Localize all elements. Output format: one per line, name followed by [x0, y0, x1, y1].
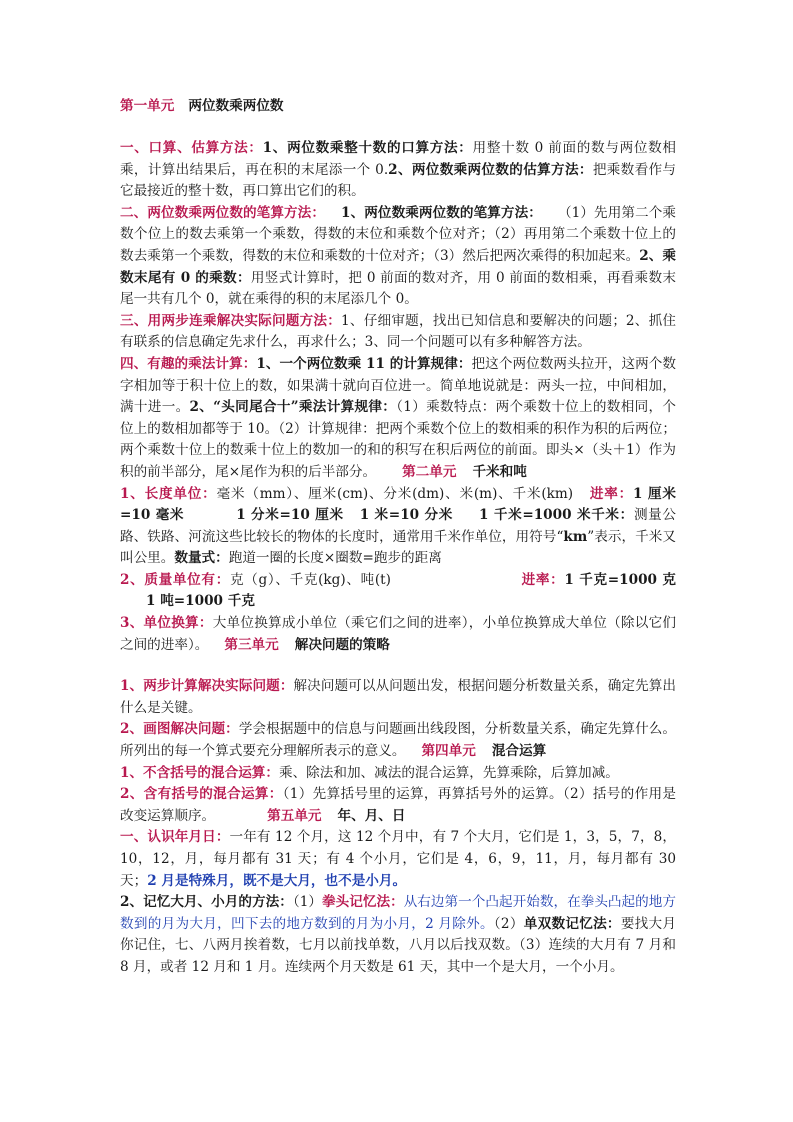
- text-kilometer-alias: ”表示，千米又叫公里。: [120, 528, 677, 567]
- heading-mass-rate: 进率：: [520, 571, 565, 588]
- heading-oral-estimation: 一、口算、估算方法：: [120, 140, 263, 156]
- text-estimation: 把乘数看作与它最接近的整十数，再口算出它们的积。: [120, 161, 676, 200]
- rate-dm-cm: 1 分米=10 厘米: [236, 507, 344, 524]
- subheading-head-same-tail-ten: 2、“头同尾合十”乘法计算规律：: [189, 399, 397, 416]
- text-memory-2: （2）: [493, 915, 524, 932]
- rate-kg-g: 1 千克=1000 克: [564, 571, 676, 588]
- heading-memory-methods: 2、记忆大月、小月的方法：: [120, 894, 293, 911]
- text-no-brackets: 乘、除法和加、减法的混合运算，先算乘除，后算加减。: [279, 764, 619, 781]
- heading-with-brackets: 2、含有括号的混合运算：: [120, 786, 283, 803]
- rate-m-dm: 1 米=10 分米: [359, 507, 453, 524]
- paragraph-memory-methods: [120, 892, 676, 978]
- text-quantity-formula: 跑道一圈的长度×圈数=跑步的距离: [228, 550, 442, 567]
- text-memory-1: （1）: [292, 894, 322, 911]
- text-february-special: 2 月是特殊月，既不是大月，也不是小月。: [147, 872, 407, 889]
- text-fist-method: 从右边第一个凸起开始数，在拳头凸起的地方数到的月为大月，凹下去的地方数到的月为小月，2 月除外。: [120, 894, 676, 932]
- text-trailing-zero: 用竖式计算时，把 0 前面的数对齐，用 0 前面的数相乘，再看乘数末尾一共有几个 0，就在乘得的积的末尾添几个 0。: [120, 269, 676, 308]
- subheading-integer-tens: 1、两位数乘整十数的口算方法：: [262, 140, 473, 156]
- unit-five-name: 年、月、日: [337, 807, 406, 824]
- text-odd-even-method: 要找大月你记住，七、八两月挨着数，七月以前找单数，八月以后找双数。（3）连续的大月有 7 月和 8 月，或者 12 月和 1 月。连续两个月天数是 61 天，其中一个是大月，一个小月。: [120, 915, 677, 975]
- paragraph-two-step: [120, 311, 676, 354]
- subheading-fist-method: 拳头记忆法：: [321, 894, 404, 911]
- unit-two-label: 第二单元: [402, 463, 457, 480]
- document-content: [120, 96, 676, 979]
- paragraph-year-month-day: [120, 827, 676, 892]
- unit-three-label: 第三单元: [224, 636, 279, 653]
- text-kilometer: 测量公路、铁路、河流这些比较长的物体的长度时，通常用千米作单位，用符号“: [120, 507, 677, 545]
- paragraph-length-units: [120, 484, 676, 570]
- subheading-kilometer: 千米：: [591, 507, 634, 524]
- subheading-estimation: 2、两位数乘两位数的估算方法：: [388, 161, 593, 178]
- unit-one-name: 两位数乘两位数: [188, 98, 284, 114]
- unit-one-label: 第一单元: [120, 98, 175, 114]
- rate-t-kg: 1 吨=1000 千克: [146, 593, 255, 610]
- unit-three-name: 解决问题的策略: [294, 636, 390, 653]
- unit-two-name: 千米和吨: [472, 463, 527, 480]
- text-drawing: 学会根据题中的信息与问题画出线段图，分析数量关系，确定先算什么。所列出的每一个算式要充分理解所表示的意义。: [120, 721, 676, 760]
- paragraph-drawing: [120, 719, 676, 762]
- text-unit-conversion: 大单位换算成小单位（乘它们之间的进率），小单位换算成大单位（除以它们之间的进率）。: [120, 615, 676, 653]
- heading-unit-conversion: 3、单位换算：: [120, 615, 213, 632]
- text-two-step: 1、仔细审题，找出已知信息和要解决的问题；2、抓住有联系的信息确定先求什么，再求什么；3、同一个问题可以有多种解答方法。: [120, 312, 677, 351]
- paragraph-two-step-calc: [120, 676, 676, 719]
- heading-interesting-multiplication: 四、有趣的乘法计算：: [120, 355, 257, 372]
- paragraph-written-method: [120, 203, 676, 311]
- rate-km-m: 1 千米=1000 米: [479, 507, 592, 524]
- text-times-eleven: 把这个两位数两头拉开，这两个数字相加等于积十位上的数，如果满十就向百位进一。简单地说就是：两头一拉，中间相加，满十进一。: [120, 355, 677, 416]
- unit-five-label: 第五单元: [267, 807, 322, 824]
- subheading-times-eleven: 1、一个两位数乘 11 的计算规律：: [256, 355, 472, 372]
- paragraph-mass-units: [120, 570, 676, 613]
- paragraph-unit-conversion: [120, 613, 676, 656]
- heading-drawing: 2、画图解决问题：: [120, 721, 239, 738]
- unit-four-label: 第四单元: [421, 743, 476, 760]
- text-written-method: （1）先用第二个乘数个位上的数去乘第一个乘数，得数的末位和乘数个位对齐；（2）再用第二个乘数十位上的数去乘第一个乘数，得数的末位和乘数的十位对齐；（3）然后把两次乘得的积加起来。: [120, 204, 676, 264]
- heading-length-units: 1、长度单位：: [120, 485, 217, 502]
- text-year-month-day: 一年有 12 个月，这 12 个月中，有 7 个大月，它们是 1，3，5，7，8，10，12，月，每月都有 31 天；有 4 个小月，它们是 4，6，9，11，月，每月都有 30 天；: [120, 829, 677, 889]
- text-with-brackets: （1）先算括号里的运算，再算括号外的运算。（2）括号的作用是改变运算顺序。: [120, 786, 676, 824]
- text-head-same-tail-ten: （1）乘数特点：两个乘数十位上的数相同，个位上的数相加都等于 10。（2）计算规律：把两个乘数个位上的数相乘的积作为积的后两位；两个乘数十位上的数乘十位上的数加一的和的积写在积后两位的前面。即头×（头＋1）作为积的前半部分，尾×尾作为积的后半部分。: [120, 399, 676, 480]
- paragraph-with-brackets: [120, 784, 676, 827]
- paragraph-oral-estimation: [120, 138, 676, 203]
- subheading-quantity-formula: 数量式：: [174, 550, 229, 567]
- paragraph-interesting-multiplication: [120, 354, 676, 484]
- unit-four-name: 混合运算: [491, 743, 547, 760]
- rate-cm-mm: 1 厘米=10 毫米: [120, 485, 676, 524]
- paragraph-no-brackets: [120, 763, 676, 785]
- text-mass-units: 克（g）、千克(kg)、吨(t): [229, 571, 391, 588]
- heading-length-rate: 进率：: [589, 485, 634, 502]
- page-title: [120, 96, 676, 116]
- text-two-step-calc: 解决问题可以从问题出发，根据问题分析数量关系，确定先算出什么是关键。: [120, 678, 677, 716]
- text-integer-tens: 用整十数 0 前面的数与两位数相乘，计算出结果后，再在积的末尾添一个 0.: [120, 140, 676, 178]
- subheading-written-method: 1、两位数乘两位数的笔算方法：: [341, 204, 542, 221]
- heading-mass-units: 2、质量单位有：: [120, 571, 230, 588]
- heading-two-step: 三、用两步连乘解决实际问题方法：: [120, 312, 342, 329]
- subheading-trailing-zero: 2、乘数末尾有 0 的乘数：: [120, 247, 676, 286]
- heading-written-method: 二、两位数乘两位数的笔算方法：: [120, 204, 326, 221]
- heading-year-month-day: 一、认识年月日：: [120, 829, 230, 846]
- heading-no-brackets: 1、不含括号的混合运算：: [120, 764, 279, 781]
- heading-two-step-calc: 1、两步计算解决实际问题：: [120, 678, 294, 695]
- subheading-odd-even-method: 单双数记忆法：: [523, 915, 621, 932]
- text-length-units: 毫米（mm）、厘米(cm)、分米(dm)、米(m)、千米(km): [216, 485, 574, 502]
- symbol-km: km: [563, 528, 588, 545]
